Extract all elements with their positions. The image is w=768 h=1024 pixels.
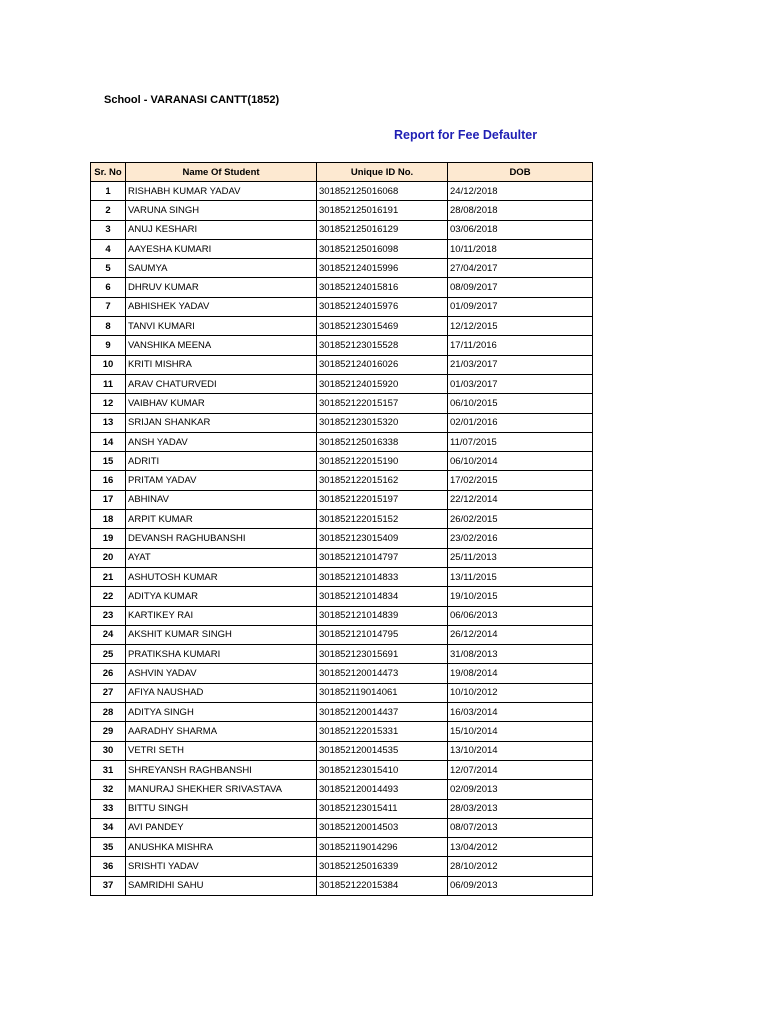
- table-row: [91, 394, 593, 413]
- dob-cell: 06/06/2013: [448, 606, 593, 625]
- report-title: Report for Fee Defaulter: [394, 128, 538, 142]
- sr-no-cell: 33: [91, 799, 126, 818]
- unique-id-cell: 301852119014296: [317, 838, 448, 857]
- dob-cell: 26/12/2014: [448, 625, 593, 644]
- sr-no-cell: 34: [91, 818, 126, 837]
- sr-no-cell: 11: [91, 374, 126, 393]
- table-row: [91, 818, 593, 837]
- table-row: [91, 625, 593, 644]
- sr-no-cell: 13: [91, 413, 126, 432]
- table-row: [91, 876, 593, 895]
- sr-no-cell: 22: [91, 587, 126, 606]
- unique-id-cell: 301852124015920: [317, 374, 448, 393]
- table-row: [91, 317, 593, 336]
- dob-cell: 17/11/2016: [448, 336, 593, 355]
- unique-id-cell: 301852120014437: [317, 703, 448, 722]
- table-row: [91, 355, 593, 374]
- dob-cell: 17/02/2015: [448, 471, 593, 490]
- sr-no-cell: 1: [91, 182, 126, 201]
- table-row: [91, 490, 593, 509]
- sr-no-cell: 4: [91, 239, 126, 258]
- sr-no-cell: 8: [91, 317, 126, 336]
- dob-cell: 27/04/2017: [448, 259, 593, 278]
- table-row: [91, 567, 593, 586]
- table-row: [91, 741, 593, 760]
- student-name-cell: AFIYA NAUSHAD: [126, 683, 317, 702]
- student-name-cell: SHREYANSH RAGHBANSHI: [126, 760, 317, 779]
- student-name-cell: ASHVIN YADAV: [126, 664, 317, 683]
- dob-cell: 10/10/2012: [448, 683, 593, 702]
- unique-id-cell: 301852121014797: [317, 548, 448, 567]
- table-header-row: [91, 163, 593, 182]
- sr-no-cell: 37: [91, 876, 126, 895]
- student-name-cell: RISHABH KUMAR YADAV: [126, 182, 317, 201]
- student-name-cell: VANSHIKA MEENA: [126, 336, 317, 355]
- table-row: [91, 374, 593, 393]
- column-header-dob: DOB: [448, 163, 593, 182]
- unique-id-cell: 301852125016191: [317, 201, 448, 220]
- dob-cell: 23/02/2016: [448, 529, 593, 548]
- table-row: [91, 760, 593, 779]
- sr-no-cell: 15: [91, 452, 126, 471]
- dob-cell: 06/09/2013: [448, 876, 593, 895]
- sr-no-cell: 30: [91, 741, 126, 760]
- dob-cell: 08/09/2017: [448, 278, 593, 297]
- unique-id-cell: 301852124016026: [317, 355, 448, 374]
- sr-no-cell: 5: [91, 259, 126, 278]
- unique-id-cell: 301852120014473: [317, 664, 448, 683]
- table-row: [91, 548, 593, 567]
- student-name-cell: ANSH YADAV: [126, 432, 317, 451]
- unique-id-cell: 301852123015410: [317, 760, 448, 779]
- sr-no-cell: 19: [91, 529, 126, 548]
- table-row: [91, 645, 593, 664]
- dob-cell: 28/10/2012: [448, 857, 593, 876]
- dob-cell: 31/08/2013: [448, 645, 593, 664]
- table-row: [91, 703, 593, 722]
- table-row: [91, 722, 593, 741]
- table-row: [91, 336, 593, 355]
- dob-cell: 24/12/2018: [448, 182, 593, 201]
- sr-no-cell: 16: [91, 471, 126, 490]
- student-name-cell: ARPIT KUMAR: [126, 510, 317, 529]
- unique-id-cell: 301852122015162: [317, 471, 448, 490]
- student-name-cell: DHRUV KUMAR: [126, 278, 317, 297]
- student-name-cell: TANVI KUMARI: [126, 317, 317, 336]
- unique-id-cell: 301852123015691: [317, 645, 448, 664]
- unique-id-cell: 301852122015157: [317, 394, 448, 413]
- dob-cell: 01/03/2017: [448, 374, 593, 393]
- table-row: [91, 664, 593, 683]
- sr-no-cell: 18: [91, 510, 126, 529]
- table-row: [91, 683, 593, 702]
- fee-defaulter-table: [90, 162, 593, 896]
- school-name: School - VARANASI CANTT(1852): [104, 94, 280, 106]
- sr-no-cell: 3: [91, 220, 126, 239]
- table-row: [91, 587, 593, 606]
- sr-no-cell: 29: [91, 722, 126, 741]
- sr-no-cell: 17: [91, 490, 126, 509]
- unique-id-cell: 301852124015996: [317, 259, 448, 278]
- dob-cell: 12/07/2014: [448, 760, 593, 779]
- unique-id-cell: 301852120014493: [317, 780, 448, 799]
- dob-cell: 06/10/2015: [448, 394, 593, 413]
- student-name-cell: AVI PANDEY: [126, 818, 317, 837]
- dob-cell: 13/04/2012: [448, 838, 593, 857]
- unique-id-cell: 301852121014833: [317, 567, 448, 586]
- unique-id-cell: 301852123015409: [317, 529, 448, 548]
- student-name-cell: AARADHY SHARMA: [126, 722, 317, 741]
- unique-id-cell: 301852122015331: [317, 722, 448, 741]
- table-row: [91, 838, 593, 857]
- sr-no-cell: 24: [91, 625, 126, 644]
- unique-id-cell: 301852122015152: [317, 510, 448, 529]
- student-name-cell: SRIJAN SHANKAR: [126, 413, 317, 432]
- student-name-cell: ADITYA SINGH: [126, 703, 317, 722]
- unique-id-cell: 301852122015384: [317, 876, 448, 895]
- table-row: [91, 239, 593, 258]
- student-name-cell: ANUJ KESHARI: [126, 220, 317, 239]
- dob-cell: 26/02/2015: [448, 510, 593, 529]
- sr-no-cell: 14: [91, 432, 126, 451]
- unique-id-cell: 301852120014503: [317, 818, 448, 837]
- table-row: [91, 529, 593, 548]
- unique-id-cell: 301852121014795: [317, 625, 448, 644]
- unique-id-cell: 301852123015469: [317, 317, 448, 336]
- sr-no-cell: 9: [91, 336, 126, 355]
- student-name-cell: ADITYA KUMAR: [126, 587, 317, 606]
- student-name-cell: ANUSHKA MISHRA: [126, 838, 317, 857]
- unique-id-cell: 301852124015816: [317, 278, 448, 297]
- dob-cell: 03/06/2018: [448, 220, 593, 239]
- dob-cell: 08/07/2013: [448, 818, 593, 837]
- table-row: [91, 452, 593, 471]
- student-name-cell: PRITAM YADAV: [126, 471, 317, 490]
- student-name-cell: PRATIKSHA KUMARI: [126, 645, 317, 664]
- student-name-cell: VETRI SETH: [126, 741, 317, 760]
- table-row: [91, 471, 593, 490]
- sr-no-cell: 10: [91, 355, 126, 374]
- unique-id-cell: 301852124015976: [317, 297, 448, 316]
- sr-no-cell: 27: [91, 683, 126, 702]
- student-name-cell: SAMRIDHI SAHU: [126, 876, 317, 895]
- student-name-cell: AYAT: [126, 548, 317, 567]
- unique-id-cell: 301852125016098: [317, 239, 448, 258]
- dob-cell: 19/08/2014: [448, 664, 593, 683]
- table-row: [91, 606, 593, 625]
- dob-cell: 15/10/2014: [448, 722, 593, 741]
- dob-cell: 19/10/2015: [448, 587, 593, 606]
- unique-id-cell: 301852122015190: [317, 452, 448, 471]
- table-row: [91, 220, 593, 239]
- student-name-cell: KARTIKEY RAI: [126, 606, 317, 625]
- dob-cell: 25/11/2013: [448, 548, 593, 567]
- student-name-cell: KRITI MISHRA: [126, 355, 317, 374]
- table-row: [91, 413, 593, 432]
- sr-no-cell: 23: [91, 606, 126, 625]
- sr-no-cell: 6: [91, 278, 126, 297]
- unique-id-cell: 301852125016129: [317, 220, 448, 239]
- dob-cell: 21/03/2017: [448, 355, 593, 374]
- student-name-cell: SAUMYA: [126, 259, 317, 278]
- student-name-cell: AKSHIT KUMAR SINGH: [126, 625, 317, 644]
- table-row: [91, 857, 593, 876]
- dob-cell: 16/03/2014: [448, 703, 593, 722]
- table-row: [91, 182, 593, 201]
- table-row: [91, 259, 593, 278]
- table-row: [91, 278, 593, 297]
- sr-no-cell: 21: [91, 567, 126, 586]
- sr-no-cell: 36: [91, 857, 126, 876]
- sr-no-cell: 2: [91, 201, 126, 220]
- column-header-name: Name Of Student: [126, 163, 317, 182]
- unique-id-cell: 301852123015411: [317, 799, 448, 818]
- student-name-cell: ARAV CHATURVEDI: [126, 374, 317, 393]
- student-name-cell: AAYESHA KUMARI: [126, 239, 317, 258]
- table-row: [91, 297, 593, 316]
- dob-cell: 01/09/2017: [448, 297, 593, 316]
- table-row: [91, 432, 593, 451]
- sr-no-cell: 20: [91, 548, 126, 567]
- unique-id-cell: 301852121014834: [317, 587, 448, 606]
- dob-cell: 28/03/2013: [448, 799, 593, 818]
- student-name-cell: ABHINAV: [126, 490, 317, 509]
- unique-id-cell: 301852125016339: [317, 857, 448, 876]
- student-name-cell: ASHUTOSH KUMAR: [126, 567, 317, 586]
- table-row: [91, 780, 593, 799]
- unique-id-cell: 301852125016338: [317, 432, 448, 451]
- dob-cell: 02/01/2016: [448, 413, 593, 432]
- dob-cell: 12/12/2015: [448, 317, 593, 336]
- sr-no-cell: 26: [91, 664, 126, 683]
- dob-cell: 02/09/2013: [448, 780, 593, 799]
- unique-id-cell: 301852123015320: [317, 413, 448, 432]
- table-row: [91, 799, 593, 818]
- dob-cell: 06/10/2014: [448, 452, 593, 471]
- dob-cell: 13/11/2015: [448, 567, 593, 586]
- student-name-cell: VARUNA SINGH: [126, 201, 317, 220]
- student-name-cell: ABHISHEK YADAV: [126, 297, 317, 316]
- unique-id-cell: 301852120014535: [317, 741, 448, 760]
- sr-no-cell: 25: [91, 645, 126, 664]
- student-name-cell: DEVANSH RAGHUBANSHI: [126, 529, 317, 548]
- dob-cell: 22/12/2014: [448, 490, 593, 509]
- student-name-cell: MANURAJ SHEKHER SRIVASTAVA: [126, 780, 317, 799]
- unique-id-cell: 301852123015528: [317, 336, 448, 355]
- unique-id-cell: 301852121014839: [317, 606, 448, 625]
- sr-no-cell: 32: [91, 780, 126, 799]
- sr-no-cell: 35: [91, 838, 126, 857]
- dob-cell: 10/11/2018: [448, 239, 593, 258]
- sr-no-cell: 7: [91, 297, 126, 316]
- dob-cell: 13/10/2014: [448, 741, 593, 760]
- sr-no-cell: 28: [91, 703, 126, 722]
- dob-cell: 11/07/2015: [448, 432, 593, 451]
- sr-no-cell: 31: [91, 760, 126, 779]
- unique-id-cell: 301852125016068: [317, 182, 448, 201]
- student-name-cell: SRISHTI YADAV: [126, 857, 317, 876]
- student-name-cell: VAIBHAV KUMAR: [126, 394, 317, 413]
- sr-no-cell: 12: [91, 394, 126, 413]
- column-header-unique-id: Unique ID No.: [317, 163, 448, 182]
- student-name-cell: ADRITI: [126, 452, 317, 471]
- unique-id-cell: 301852119014061: [317, 683, 448, 702]
- dob-cell: 28/08/2018: [448, 201, 593, 220]
- table-row: [91, 510, 593, 529]
- table-row: [91, 201, 593, 220]
- column-header-sr-no: Sr. No: [91, 163, 126, 182]
- student-name-cell: BITTU SINGH: [126, 799, 317, 818]
- unique-id-cell: 301852122015197: [317, 490, 448, 509]
